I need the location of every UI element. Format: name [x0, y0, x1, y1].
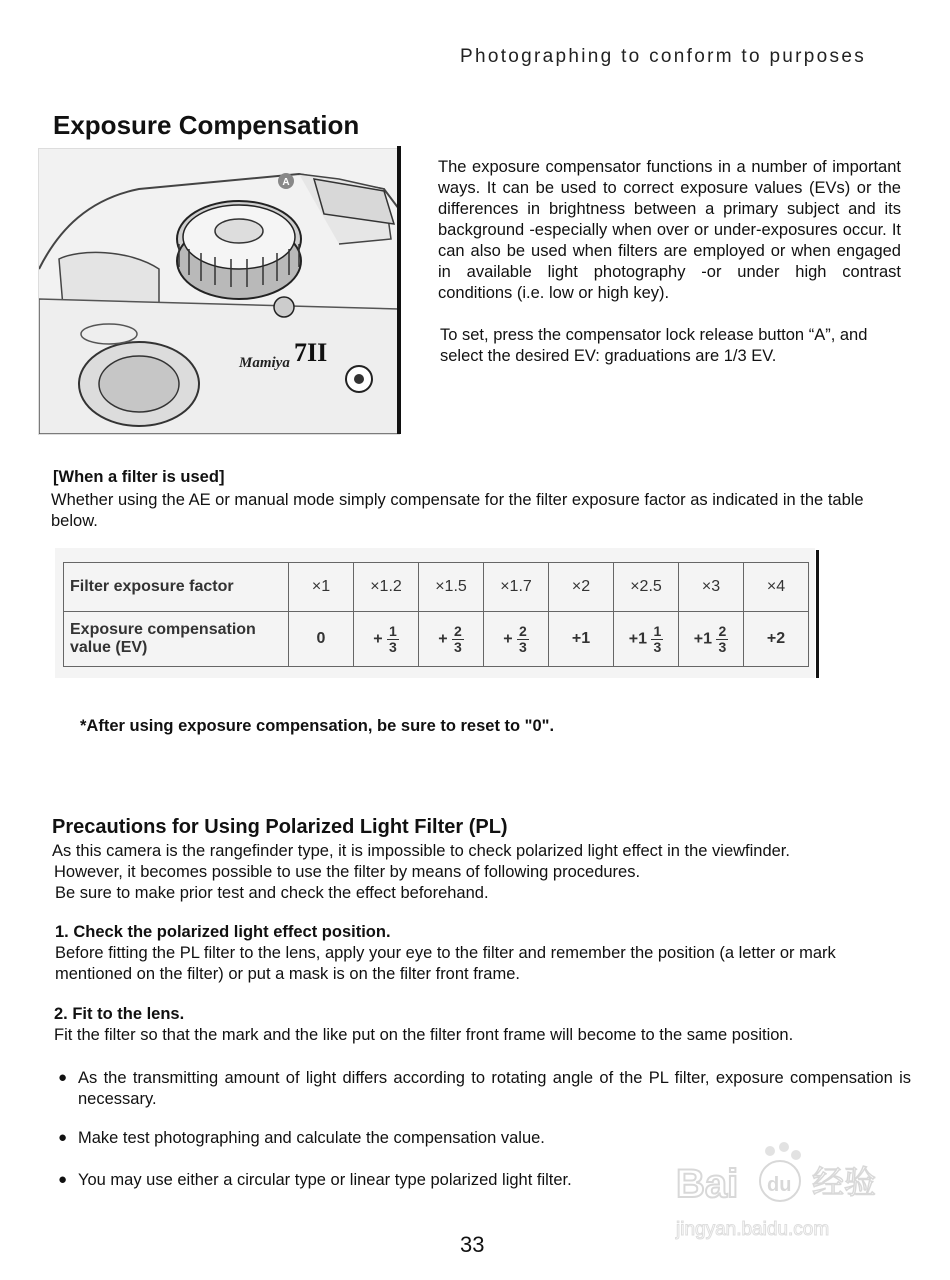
filter-table-image — [55, 548, 815, 678]
factor-cell: ×4 — [744, 563, 809, 612]
ev-label-line2: value (EV) — [70, 639, 148, 656]
baidu-watermark — [672, 1135, 912, 1250]
bullet-item: Make test photographing and calculate the compensation value. — [78, 1129, 545, 1147]
table-header-cell — [64, 612, 289, 667]
ev-num: 2 — [718, 622, 727, 639]
watermark-url: jingyan.baidu.com — [676, 1219, 830, 1240]
ev-den: 3 — [519, 638, 527, 655]
step2-title: 2. Fit to the lens. — [54, 1005, 185, 1023]
watermark-paw-text: du — [767, 1174, 792, 1196]
ev-fraction — [387, 624, 399, 655]
step1-text: Before fitting the PL filter to the lens, apply your eye to the filter and remember the position (a letter or mark mentioned on the filter) or put a mask is on the filter front frame. — [55, 944, 836, 983]
ev-sign: + — [373, 630, 383, 647]
camera-illustration — [38, 148, 400, 435]
vertical-rule — [397, 146, 401, 434]
exposure-set-instructions: To set, press the compensator lock release button “A”, and select the desired EV: graduations are 1/3 EV. — [440, 326, 868, 365]
ev-cell — [679, 612, 744, 667]
ev-fraction — [716, 624, 728, 655]
bullet-icon: ● — [58, 1069, 68, 1086]
ev-den: 3 — [653, 638, 662, 655]
bullet-item: As the transmitting amount of light differs according to rotating angle of the PL filter, exposure compensation is necessary. — [78, 1069, 911, 1108]
ev-cell — [354, 612, 419, 667]
factor-cell: ×1.7 — [484, 563, 549, 612]
watermark-logo — [672, 1135, 912, 1250]
page-title: Exposure Compensation — [53, 110, 360, 140]
ev-cell — [614, 612, 679, 667]
factor-cell: ×1.5 — [419, 563, 484, 612]
ev-cell — [484, 612, 549, 667]
ev-label-line1: Exposure compensation — [70, 621, 256, 638]
camera-model-text: 7II — [294, 338, 328, 367]
ev-num: 2 — [519, 622, 527, 639]
watermark-cn: 经验 — [812, 1163, 877, 1201]
ev-cell — [419, 612, 484, 667]
filter-compensation-table — [63, 562, 809, 667]
table-row — [64, 612, 809, 667]
watermark-brand: Bai — [676, 1162, 739, 1206]
ev-num: 2 — [454, 622, 462, 639]
factor-cell: ×1 — [289, 563, 354, 612]
table-vertical-rule — [816, 550, 819, 678]
page-number: 33 — [460, 1232, 485, 1257]
pl-intro-line2: However, it becomes possible to use the filter by means of following procedures. — [54, 863, 641, 881]
pl-intro-line1: As this camera is the rangefinder type, it is impossible to check polarized light effect in the viewfinder. — [52, 842, 790, 860]
ev-cell: +2 — [744, 612, 809, 667]
table-header-cell: Filter exposure factor — [64, 563, 289, 612]
filter-subheading: [When a filter is used] — [53, 468, 225, 486]
factor-cell: ×3 — [679, 563, 744, 612]
ev-sign: + — [503, 630, 513, 647]
ev-den: 3 — [389, 638, 397, 655]
camera-brand-text: Mamiya — [239, 355, 290, 371]
step1-title: 1. Check the polarized light effect position. — [55, 923, 391, 941]
marker-a-label: A — [282, 177, 290, 188]
filter-intro-text: Whether using the AE or manual mode simply compensate for the filter exposure factor as indicated in the table below. — [51, 491, 864, 530]
ev-cell: +1 — [549, 612, 614, 667]
factor-cell: ×2 — [549, 563, 614, 612]
camera-drawing — [39, 149, 399, 434]
ev-den: 3 — [718, 638, 727, 655]
step2-text: Fit the filter so that the mark and the like put on the filter front frame will become to the same position. — [54, 1026, 794, 1044]
ev-den: 3 — [454, 638, 462, 655]
factor-cell: ×2.5 — [614, 563, 679, 612]
pl-section-title: Precautions for Using Polarized Light Filter (PL) — [52, 816, 508, 838]
bullet-icon: ● — [58, 1129, 68, 1146]
bullet-icon: ● — [58, 1171, 68, 1188]
ev-sign: +1 — [628, 630, 647, 647]
ev-fraction — [651, 624, 663, 655]
ev-fraction — [452, 624, 464, 655]
factor-cell: ×1.2 — [354, 563, 419, 612]
bullet-item: You may use either a circular type or linear type polarized light filter. — [78, 1171, 572, 1189]
ev-num: 1 — [653, 622, 662, 639]
exposure-paragraph: The exposure compensator functions in a number of important ways. It can be used to correct exposure values (EVs) or the differences in brightness between a primary subject and its background -especially when over or under-exposures occur. It can also be used when filters are employed or when engaged in available light photography -or under high contrast conditions (i.e. low or high key). — [438, 158, 901, 302]
ev-sign: + — [438, 630, 448, 647]
ev-num: 1 — [389, 622, 397, 639]
ev-fraction — [517, 624, 529, 655]
table-row — [64, 563, 809, 612]
ev-sign: +1 — [693, 630, 712, 647]
pl-intro-line3: Be sure to make prior test and check the effect beforehand. — [55, 884, 489, 902]
reset-note: *After using exposure compensation, be sure to reset to "0". — [80, 717, 555, 735]
ev-cell: 0 — [289, 612, 354, 667]
section-header: Photographing to conform to purposes — [460, 46, 867, 67]
